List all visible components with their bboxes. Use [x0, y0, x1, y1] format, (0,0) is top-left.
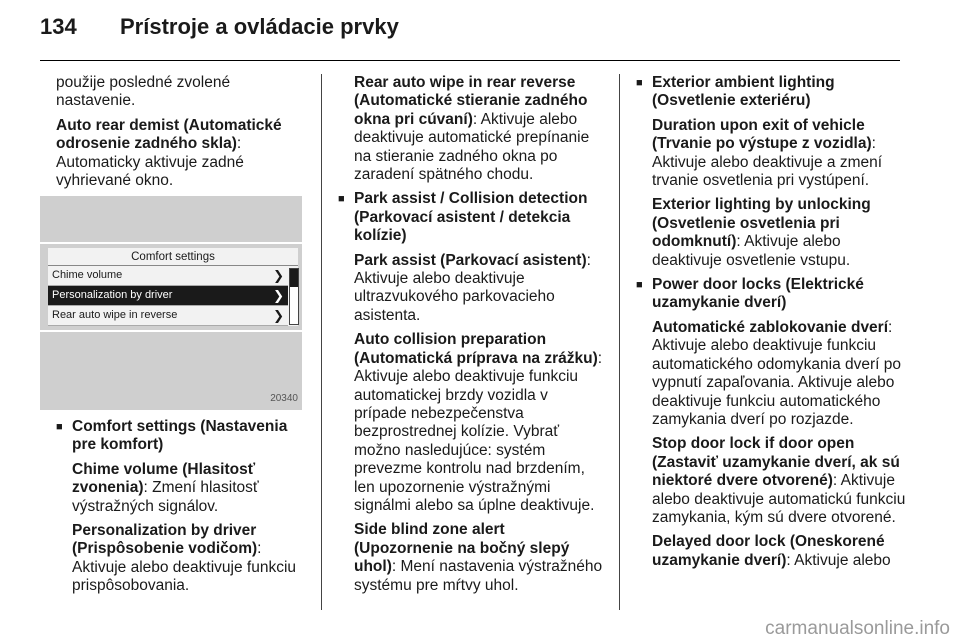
- scrollbar-thumb[interactable]: [290, 269, 298, 287]
- auto-lock-term: Automatické zablokovanie dverí: [652, 318, 889, 336]
- chevron-right-icon: ❯: [273, 288, 284, 303]
- column-1: [56, 74, 306, 196]
- personalization-term: Personalization by driver (Prispôsobenie vodičom): [72, 522, 258, 558]
- header-rule: [40, 60, 900, 61]
- delayed-lock-item: [652, 533, 906, 570]
- exterior-lighting-desc: : Aktivuje alebo deaktivuje osvetlenie vstupu.: [652, 233, 851, 269]
- auto-rear-demist-item: [56, 117, 306, 191]
- bullet-body: [56, 461, 306, 596]
- column-2: [338, 74, 604, 601]
- screen-edge-top: [40, 242, 302, 244]
- chime-volume-item: [72, 461, 306, 516]
- stop-lock-term: Stop door lock if door open (Zastaviť uzamykanie dverí, ak sú niektoré dvere otvorené): [652, 435, 900, 490]
- auto-lock-item: [652, 319, 906, 429]
- chevron-right-icon: ❯: [273, 308, 284, 323]
- park-assist-bullet: ■ Park assist / Collision detection (Parkovací asistent / detekcia kolízie): [338, 190, 604, 245]
- side-blind-item: [354, 521, 604, 595]
- delayed-lock-desc: : Aktivuje alebo: [786, 551, 891, 569]
- personalization-desc: : Aktivuje alebo deaktivuje funkciu prispôsobovania.: [72, 540, 297, 595]
- bullet-body: [636, 319, 906, 570]
- rear-wipe-term: Rear auto wipe in rear reverse (Automatické stieranie zadného okna pri cúvaní): [354, 74, 588, 128]
- stop-lock-item: [652, 435, 906, 527]
- column-divider-2: [619, 74, 620, 610]
- comfort-settings-figure: [40, 196, 302, 410]
- side-blind-term: Side blind zone alert (Upozornenie na bočný slepý uhol): [354, 521, 570, 576]
- watermark: carmanualsonline.info: [765, 618, 950, 639]
- screen-edge-bottom: [40, 330, 302, 332]
- stop-lock-desc: : Aktivuje alebo deaktivuje automatickú funkciu zamykania, kým sú dvere otvorené.: [652, 472, 906, 526]
- screen-list: [48, 266, 298, 326]
- comfort-settings-bullet: ■ Comfort settings (Nastavenia pre komfort): [56, 418, 306, 455]
- chime-volume-term: Chime volume (Hlasitosť zvonenia): [72, 460, 256, 497]
- bullet-body: [338, 252, 604, 595]
- exterior-lighting-item: [652, 196, 906, 270]
- list-item-rear-auto-wipe[interactable]: [48, 306, 288, 326]
- auto-rear-demist-desc: : Automaticky aktivuje zadné vyhrievané okno.: [56, 135, 244, 190]
- park-assist-term: Park assist (Parkovací asistent): [354, 251, 587, 269]
- scrollbar[interactable]: [289, 268, 299, 325]
- auto-collision-term: Auto collision preparation (Automatická príprava na zrážku): [354, 331, 598, 367]
- column-divider-1: [321, 74, 322, 610]
- park-assist-item: [354, 252, 604, 326]
- rear-wipe-item: [338, 74, 604, 184]
- bullet-body: [636, 117, 906, 270]
- list-item-label: Personalization by driver: [52, 289, 173, 301]
- duration-desc: : Aktivuje alebo deaktivuje a zmení trvanie osvetlenia pri vystúpení.: [652, 135, 883, 190]
- exterior-lighting-bullet: ■ Exterior ambient lighting (Osvetlenie exteriéru): [636, 74, 906, 111]
- exterior-lighting-term: Exterior lighting by unlocking (Osvetlenie osvetlenia pri odomknutí): [652, 196, 871, 251]
- list-item-label: Chime volume: [52, 269, 123, 281]
- page-title: Prístroje a ovládacie prvky: [120, 14, 399, 39]
- column-1-lower: [56, 418, 306, 602]
- chime-volume-desc: : Zmení hlasitosť výstražných signálov.: [72, 479, 259, 515]
- duration-item: [652, 117, 906, 191]
- page-number: 134: [40, 14, 77, 39]
- rear-wipe-desc: : Aktivuje alebo deaktivuje automatické prepínanie na stieranie zadného okna po zaradení spätného chodu.: [354, 110, 590, 184]
- auto-lock-desc: : Aktivuje alebo deaktivuje funkciu automatického odomykania dverí po vypnutí zapaľovania. Aktivuje alebo deaktivuje funkciu automatického zamykania dverí po rozjazde.: [652, 318, 902, 428]
- chevron-right-icon: ❯: [273, 268, 284, 283]
- auto-collision-desc: : Aktivuje alebo deaktivuje funkciu automatickej brzdy vozidla v prípade nebezpečenstva bezprostrednej kolízie. Vybrať možno nasledujúce: systém prevezme kontrolu nad brzdením, len upozornenie výstražnými signálmi alebo sa úplne deaktivuje.: [354, 349, 603, 514]
- power-door-locks-bullet: ■ Power door locks (Elektrické uzamykanie dverí): [636, 276, 906, 313]
- side-blind-desc: : Mení nastavenia výstražného systému pre mŕtvy uhol.: [354, 558, 603, 594]
- figure-number: 20340: [270, 393, 298, 404]
- settings-screen: [48, 248, 298, 326]
- auto-collision-item: [354, 331, 604, 515]
- intro-text: použije posledné zvolené nastavenie.: [56, 74, 231, 110]
- delayed-lock-term: Delayed door lock (Oneskorené uzamykanie dverí): [652, 533, 885, 569]
- column-3: [636, 74, 906, 576]
- park-assist-desc: : Aktivuje alebo deaktivuje ultrazvukového parkovacieho asistenta.: [354, 251, 591, 324]
- duration-term: Duration upon exit of vehicle (Trvanie po výstupe z vozidla): [652, 116, 872, 153]
- list-item-chime-volume[interactable]: [48, 266, 288, 286]
- list-item-label: Rear auto wipe in reverse: [52, 309, 178, 321]
- list-item-personalization[interactable]: [48, 286, 288, 306]
- auto-rear-demist-term: Auto rear demist (Automatické odrosenie zadného skla): [56, 116, 282, 153]
- screen-header: Comfort settings: [48, 248, 298, 266]
- personalization-item: [72, 522, 306, 596]
